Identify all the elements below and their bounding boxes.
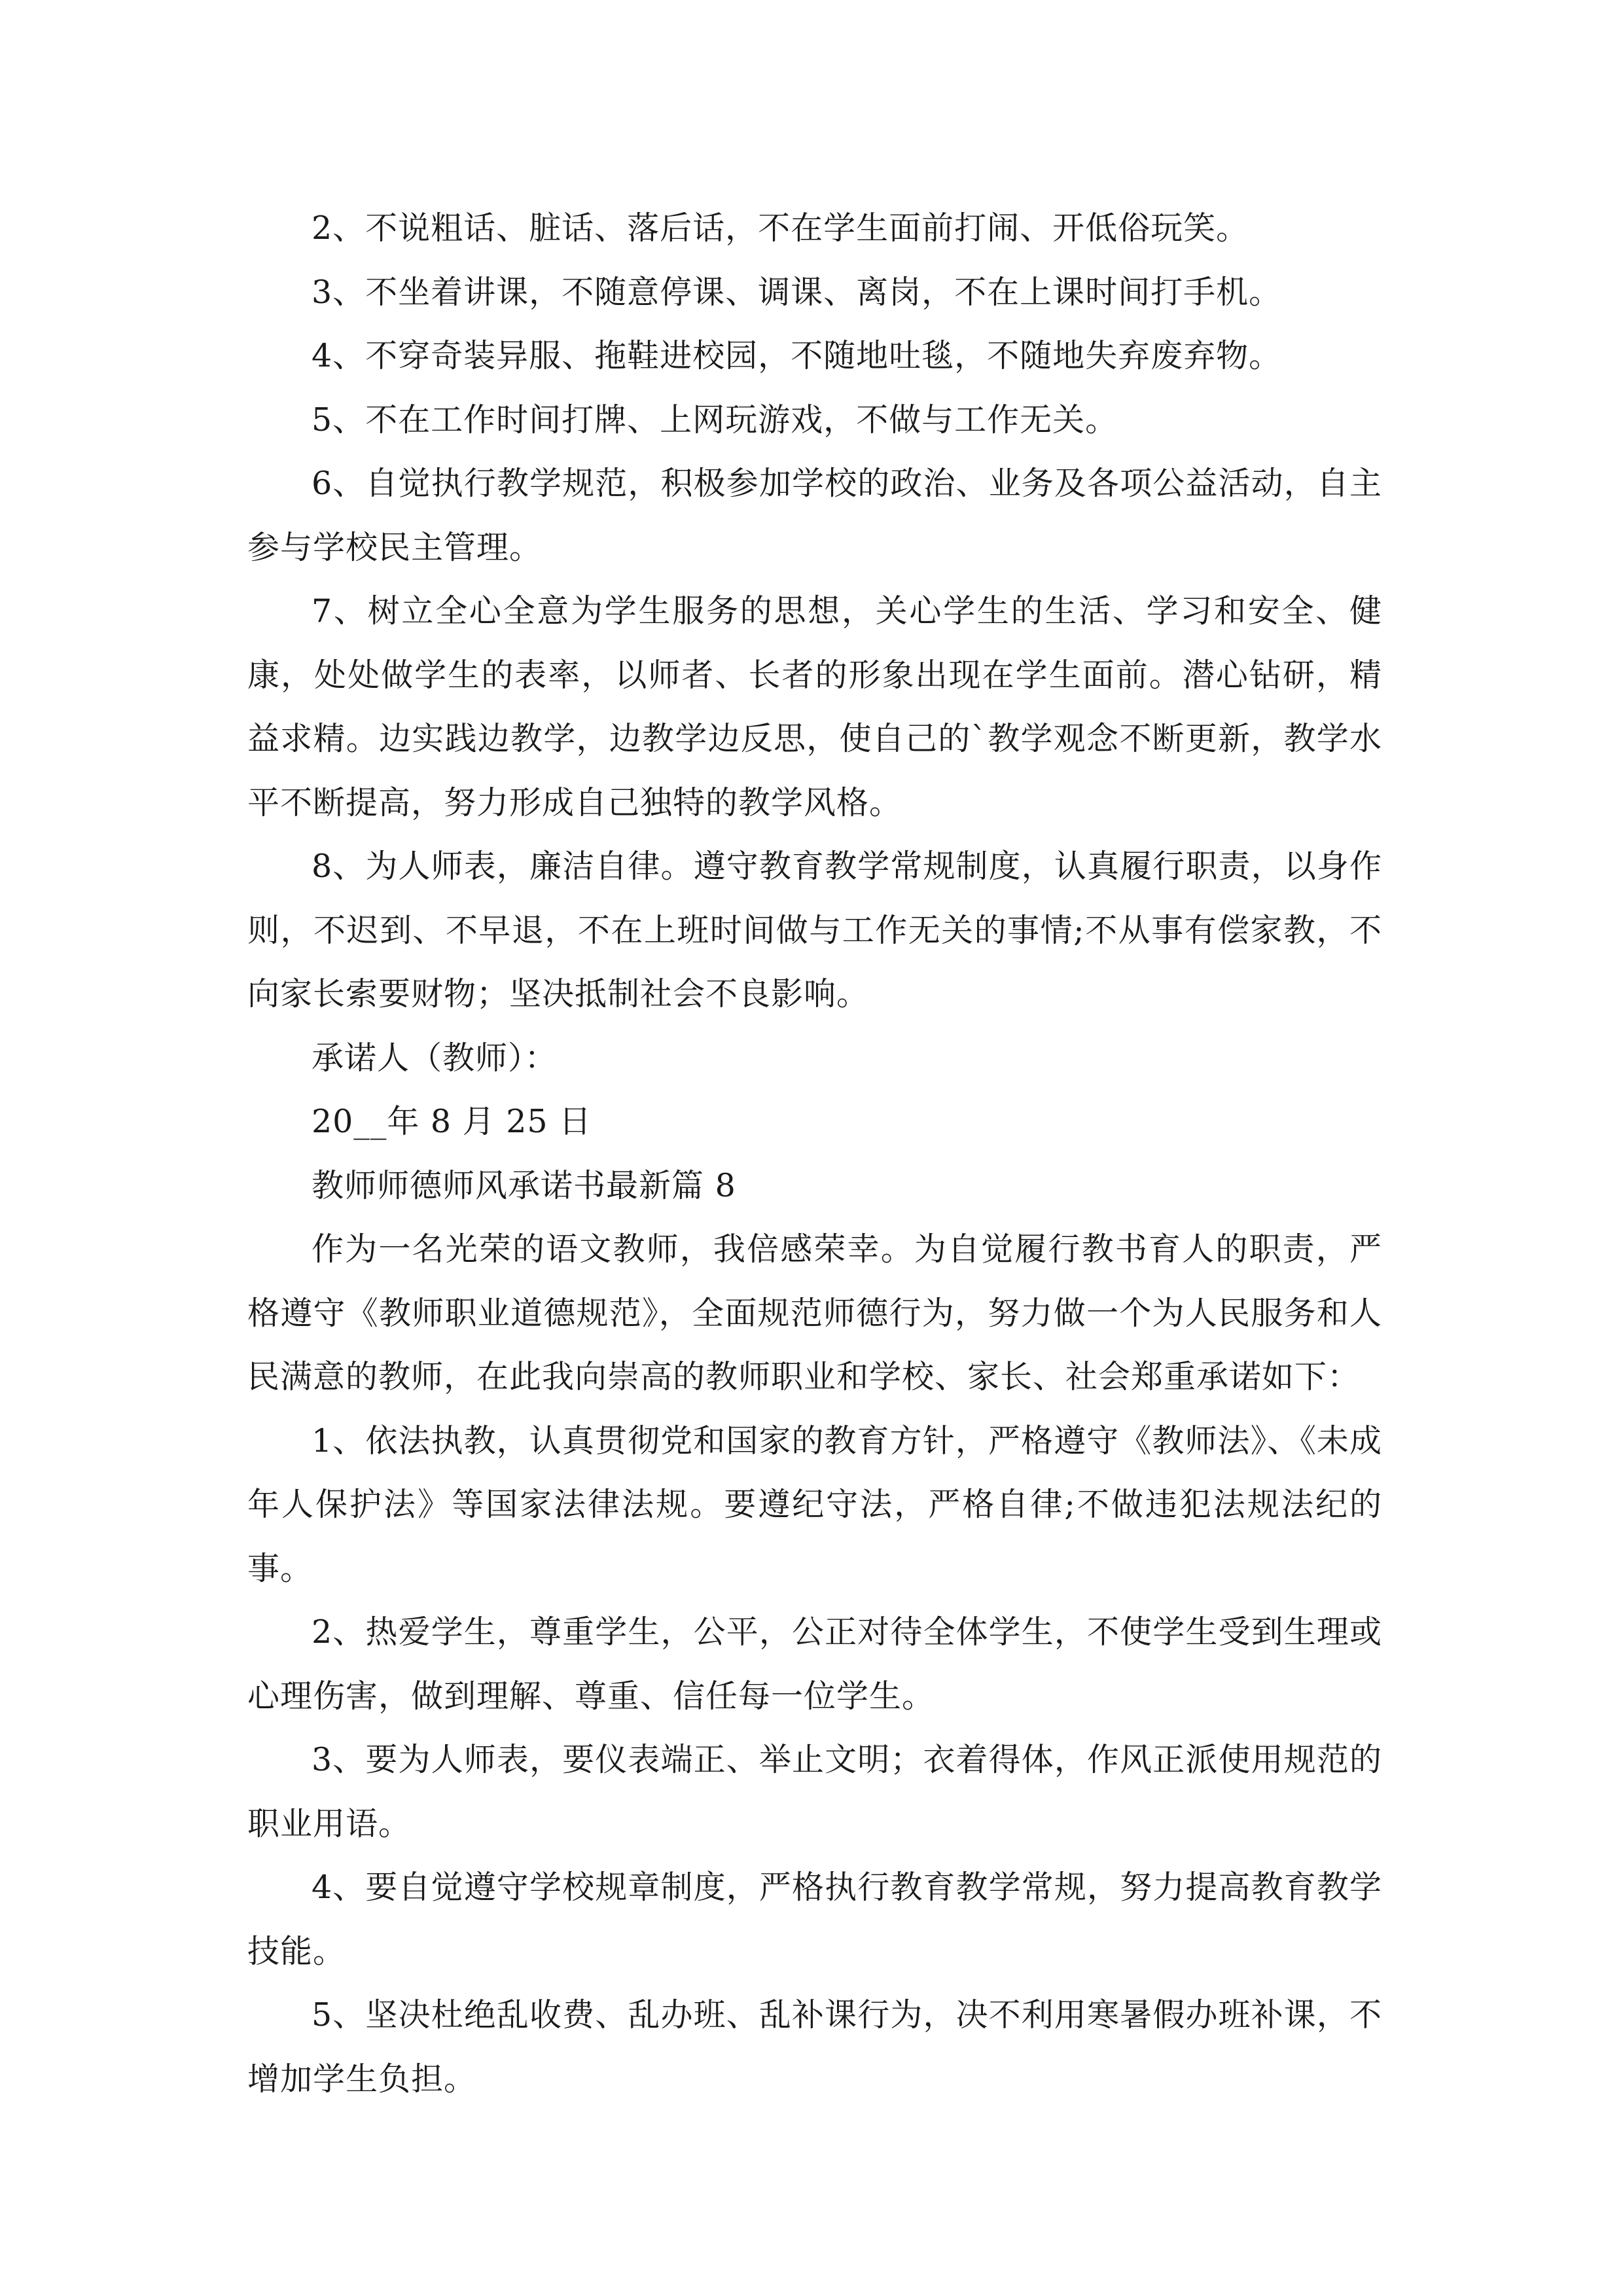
paragraph-rule-7: 7、树立全心全意为学生服务的思想，关心学生的生活、学习和安全、健康，处处做学生的表率，以师者、长者的形象出现在学生面前。潜心钻研，精益求精。边实践边教学，边教学边反思，使自己的`教学观念不断更新，教学水平不断提高，努力形成自己独特的教学风格。 [247,592,1382,821]
date-line: 20__年 8 月 25 日 [312,1103,592,1140]
paragraph-rule-2: 2、不说粗话、脏话、落后话，不在学生面前打闹、开低俗玩笑。 [312,209,1249,247]
signatory-line: 承诺人（教师）： [312,1039,558,1077]
paragraph-rule-6: 6、自觉执行教学规范，积极参加学校的政治、业务及各项公益活动，自主参与学校民主管理。 [247,465,1382,566]
paragraph-rule-8: 8、为人师表，廉洁自律。遵守教育教学常规制度，认真履行职责，以身作则，不迟到、不早退，不在上班时间做与工作无关的事情;不从事有偿家教，不向家长索要财物；坚决抵制社会不良影响。 [247,848,1382,1013]
pledge-item-3: 3、要为人师表，要仪表端正、举止文明；衣着得体，作风正派使用规范的职业用语。 [247,1741,1382,1842]
pledge-item-5: 5、坚决杜绝乱收费、乱办班、乱补课行为，决不利用寒暑假办班补课，不增加学生负担。 [247,1996,1382,2098]
paragraph-rule-5: 5、不在工作时间打牌、上网玩游戏，不做与工作无关。 [312,401,1118,439]
section-title: 教师师德师风承诺书最新篇 8 [312,1166,736,1204]
paragraph-rule-4: 4、不穿奇装异服、拖鞋进校园，不随地吐毯，不随地失弃废弃物。 [312,337,1282,374]
pledge-item-1: 1、依法执教，认真贯彻党和国家的教育方针，严格遵守《教师法》、《未成年人保护法》等国家法律法规。要遵纪守法，严格自律;不做违犯法规法纪的事。 [247,1422,1382,1587]
paragraph-rule-3: 3、不坐着讲课，不随意停课、调课、离岗，不在上课时间打手机。 [312,273,1282,311]
document-page [247,196,1382,2111]
pledge-item-2: 2、热爱学生，尊重学生，公平，公正对待全体学生，不使学生受到生理或心理伤害，做到理解、尊重、信任每一位学生。 [247,1613,1382,1715]
pledge-item-4: 4、要自觉遵守学校规章制度，严格执行教育教学常规，努力提高教育教学技能。 [247,1869,1382,1970]
intro-paragraph: 作为一名光荣的语文教师，我倍感荣幸。为自觉履行教书育人的职责，严格遵守《教师职业道德规范》，全面规范师德行为，努力做一个为人民服务和人民满意的教师，在此我向崇高的教师职业和学校、家长、社会郑重承诺如下： [247,1230,1382,1395]
